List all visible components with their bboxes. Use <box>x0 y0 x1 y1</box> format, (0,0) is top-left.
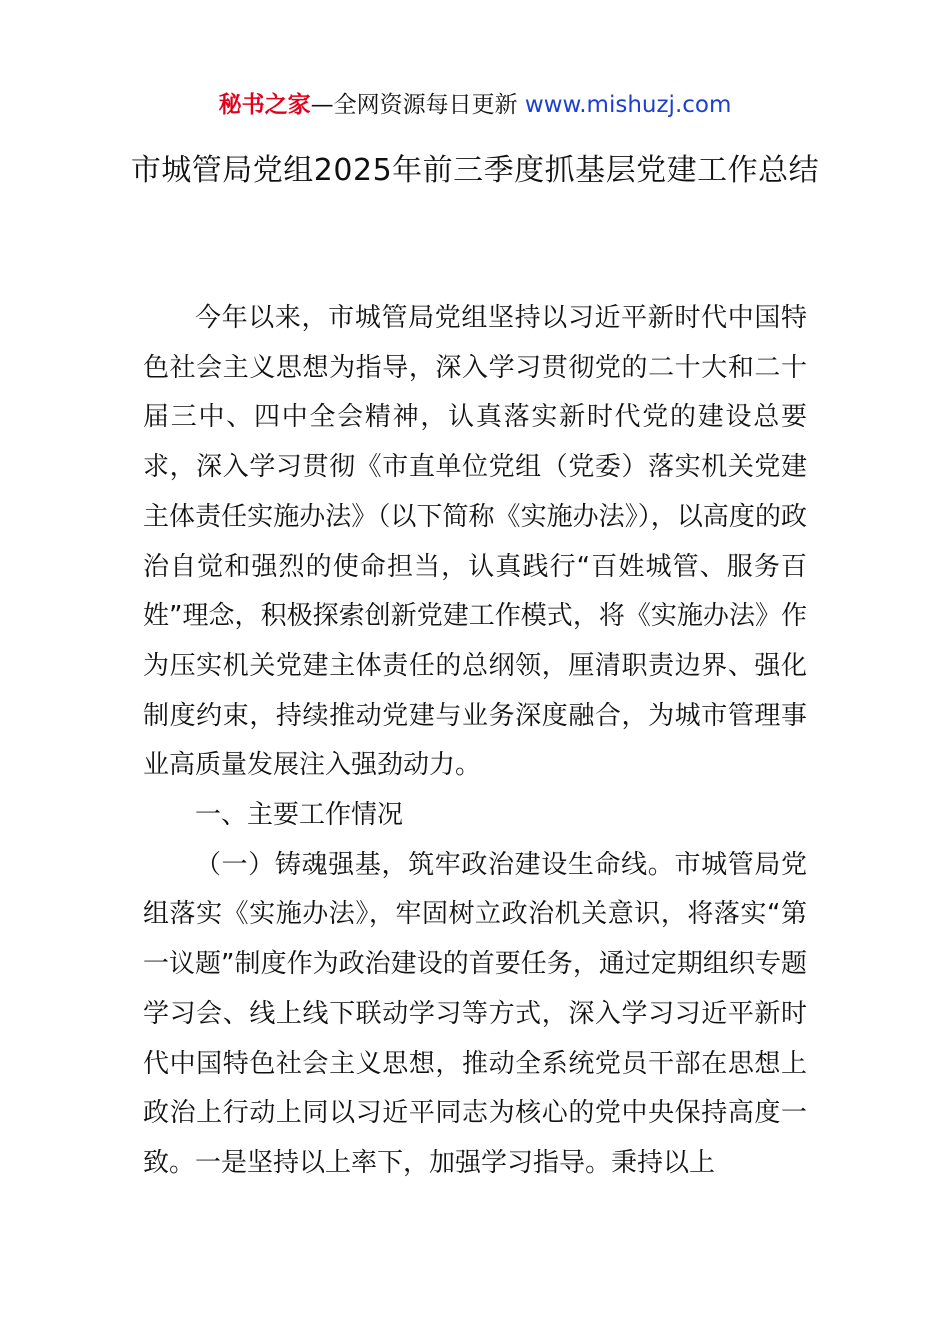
site-tagline: —全网资源每日更新 <box>310 92 518 118</box>
document-body <box>143 294 807 1189</box>
section-heading: 一、主要工作情况 <box>195 800 404 831</box>
site-url-link[interactable]: www.mishuzj.com <box>524 92 732 118</box>
document-title: 市城管局党组2025年前三季度抓基层党建工作总结 <box>130 153 820 188</box>
site-brand: 秘书之家 <box>218 92 311 118</box>
intro-paragraph: 今年以来，市城管局党组坚持以习近平新时代中国特色社会主义思想为指导，深入学习贯彻党的二十大和二十届三中、四中全会精神，认真落实新时代党的建设总要求，深入学习贯彻《市直单位党组（党委）落实机关党建主体责任实施办法》（以下简称《实施办法》），以高度的政治自觉和强烈的使命担当，认真践行“百姓城管、服务百姓”理念，积极探索创新党建工作模式，将《实施办法》作为压实机关党建主体责任的总纲领，厘清职责边界、强化制度约束，持续推动党建与业务深度融合，为城市管理事业高质量发展注入强劲动力。 <box>143 303 807 781</box>
body-paragraph: （一）铸魂强基，筑牢政治建设生命线。市城管局党组落实《实施办法》，牢固树立政治机关意识，将落实“第一议题”制度作为政治建设的首要任务，通过定期组织专题学习会、线上线下联动学习等方式，深入学习习近平新时代中国特色社会主义思想，推动全系统党员干部在思想上政治上行动上同以习近平同志为核心的党中央保持高度一致。一是坚持以上率下，加强学习指导。秉持以上 <box>143 849 807 1178</box>
site-header <box>0 88 950 122</box>
